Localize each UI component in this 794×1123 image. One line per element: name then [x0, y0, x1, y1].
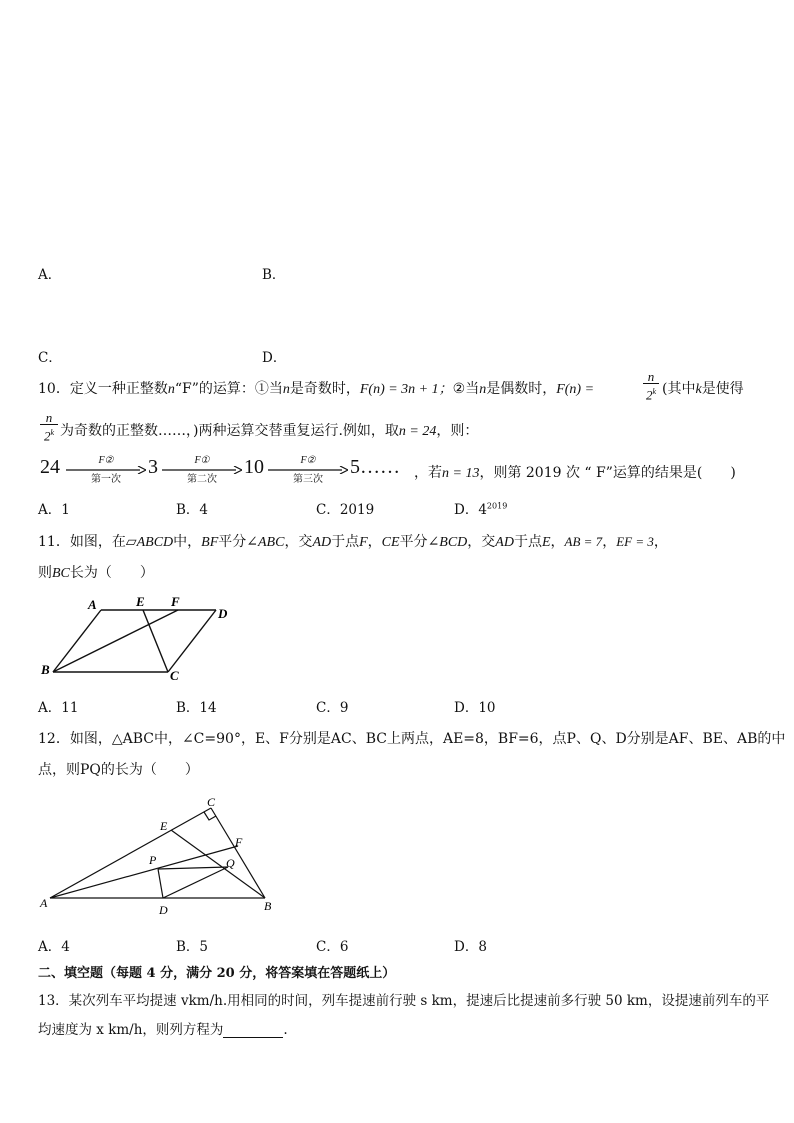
- chain-arrow-2: F① 第二次: [162, 455, 242, 485]
- q12-label-D: D: [159, 903, 168, 917]
- q12-label-F: F: [235, 835, 243, 849]
- q12-triangle-figure: [38, 792, 288, 922]
- q13-line2: 均速度为 x km/h，则列方程为 .: [38, 1022, 288, 1038]
- answer-blank[interactable]: [223, 1023, 283, 1038]
- q11-line2: 则BC长为（ ）: [38, 565, 154, 581]
- q9-option-b: B．: [262, 267, 286, 283]
- q11-label-E: E: [136, 594, 145, 609]
- q11-label-A: A: [88, 597, 97, 612]
- q10-fraction-1: n 2$^k$: [643, 370, 659, 402]
- q12-line2: 点，则PQ的长为（ ）: [38, 762, 199, 778]
- q11-option-b: B．14: [176, 700, 217, 716]
- chain-5: 5……: [350, 456, 400, 478]
- q9-option-d: D．: [262, 350, 287, 366]
- section-2-title: 二、填空题（每题 4 分，满分 20 分，将答案填在答题纸上）: [38, 966, 396, 981]
- q10-line1-tail: (其中k是使得: [662, 381, 744, 397]
- q10-option-c: C．2019: [316, 502, 375, 518]
- q10-formula-even: F(n) =: [556, 382, 595, 397]
- q12-line1: 12．如图，△ABC中，∠C=90°，E、F分别是AC、BC上两点，AE=8，BF=6，点P、Q、D分别是AF、BE、AB的中: [38, 731, 786, 747]
- q10-fraction-2: n 2$^k$: [40, 411, 58, 443]
- q11-parallelogram-figure: [38, 592, 238, 684]
- q12-label-E: E: [160, 819, 168, 833]
- q9-option-c: C．: [38, 350, 62, 366]
- q12-option-c: C．6: [316, 939, 349, 955]
- chain-3: 3: [148, 456, 158, 478]
- q11-label-C: C: [170, 668, 179, 683]
- q11-option-c: C．9: [316, 700, 349, 716]
- q13-line1: 13．某次列车平均提速 vkm/h.用相同的时间，列车提速前行驶 s km，提速后比提速前多行驶 50 km，设提速前列车的平: [38, 993, 770, 1009]
- q10-option-b: B．4: [176, 502, 209, 518]
- q12-label-P: P: [149, 853, 157, 867]
- arrow-icon: [66, 466, 146, 474]
- q12-option-a: A．4: [38, 939, 70, 955]
- chain-10: 10: [244, 456, 264, 478]
- chain-arrow-3: F② 第三次: [268, 455, 348, 485]
- q11-option-d: D．10: [454, 700, 496, 716]
- q11-line1: 11．如图，在▱ABCD中，BF平分∠ABC，交AD于点F，CE平分∠BCD，交AD于点E，AB = 7，EF = 3，: [38, 534, 668, 550]
- chain-24: 24: [40, 456, 60, 478]
- q11-label-F: F: [171, 594, 180, 609]
- q10-question-tail: ，若n = 13，则第 2019 次 “ F”运算的结果是( ): [414, 465, 736, 481]
- q12-label-C: C: [207, 795, 216, 809]
- q10-option-a: A．1: [38, 502, 70, 518]
- q11-label-D: D: [218, 606, 228, 621]
- q9-option-a: A．: [38, 267, 62, 283]
- arrow-icon: [162, 466, 242, 474]
- q12-option-d: D．8: [454, 939, 487, 955]
- chain-arrow-1: F② 第一次: [66, 455, 146, 485]
- q11-label-B: B: [41, 662, 50, 677]
- q10-line1: 10．定义一种正整数n“F”的运算：①当n是奇数时，F(n) = 3n + 1；②当n是偶数时，F(n) =: [38, 381, 595, 397]
- q10-option-d: D．$4^{2019}$: [454, 501, 508, 518]
- q12-label-B: B: [264, 899, 272, 913]
- q10-formula-odd: F(n) = 3n + 1；: [359, 382, 453, 397]
- q12-option-b: B．5: [176, 939, 209, 955]
- q10-line2: 为奇数的正整数……，)两种运算交替重复运行.例如，取n = 24，则：: [60, 423, 479, 439]
- q11-option-a: A．11: [38, 700, 79, 716]
- q12-label-Q: Q: [226, 856, 235, 870]
- q12-label-A: A: [40, 896, 48, 910]
- arrow-icon: [268, 466, 348, 474]
